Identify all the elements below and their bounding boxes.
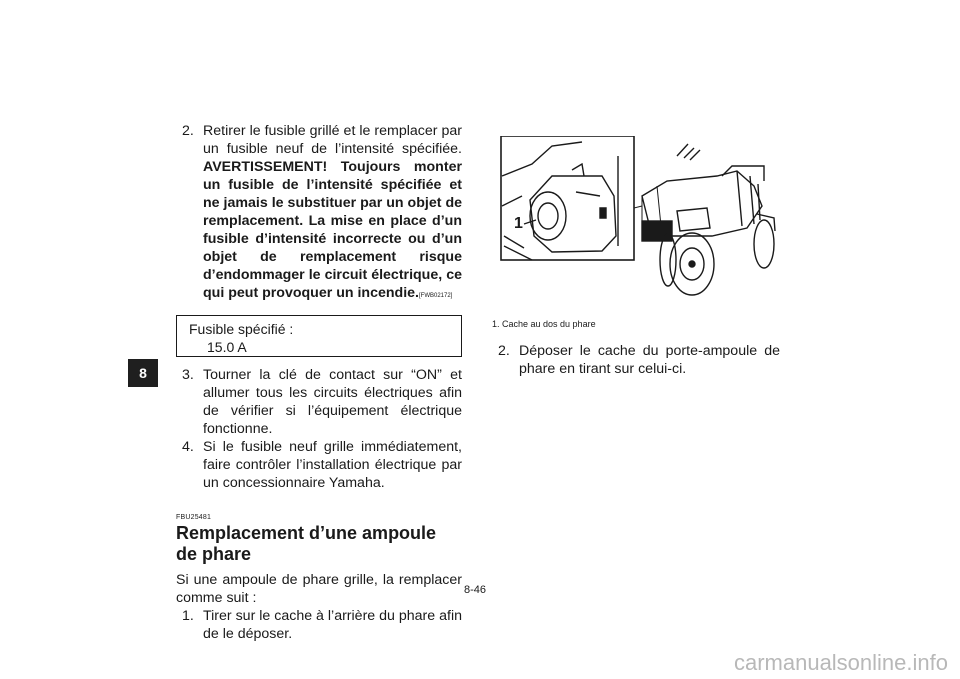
warning-text: AVERTISSEMENT! Toujours monter un fusible de l’intensité spécifiée et ne jamais le substituer par un objet de remplacement. La mise en place d’un fusible d’intensité incorrecte ou d’un objet de remplacement risque d’endommager le circuit électrique, ce qui peut provoquer un incendie. (203, 159, 462, 301)
step-text: Déposer le cache du porte-ampoule de phare en tirant sur celui-ci. (519, 343, 780, 377)
chapter-tab: 8 (128, 359, 158, 387)
section-intro: Si une ampoule de phare grille, la remplacer comme suit : (176, 572, 462, 606)
step-number: 4. (182, 439, 194, 455)
fuse-spec-box (176, 315, 462, 357)
step-number: 3. (182, 367, 194, 383)
section-title: Remplacement d’une ampoule de phare (176, 523, 437, 564)
step-text: Tirer sur le cache à l’arrière du phare afin de le déposer. (203, 608, 462, 642)
step-4 (176, 438, 462, 492)
left-column (176, 122, 462, 643)
step-2-right (492, 342, 780, 378)
step-text: Si le fusible neuf grille immédiatement, faire contrôler l’installation électrique par un concessionnaire Yamaha. (203, 439, 462, 491)
step-3 (176, 366, 462, 438)
warning-code: [FWB02172] (418, 293, 453, 299)
figure-callout-label: 1 (514, 215, 523, 232)
step-number: 1. (182, 608, 194, 624)
fuse-spec-value: 15.0 A (207, 339, 247, 355)
figure-caption: 1. Cache au dos du phare (492, 319, 596, 329)
page-number: 8-46 (464, 584, 487, 596)
right-column (492, 136, 780, 378)
section-code: FBU25481 (176, 514, 212, 521)
fuse-spec-label: Fusible spécifié : (189, 321, 294, 337)
step-2-left (176, 122, 462, 305)
step-1 (176, 607, 462, 643)
watermark: carmanualsonline.info (733, 650, 948, 675)
headlight-figure (492, 136, 780, 306)
atv-illustration (642, 144, 775, 295)
step-number: 2. (182, 123, 194, 139)
step-text: Retirer le fusible grillé et le remplacer par un fusible neuf de l’intensité spécifiée. (203, 123, 462, 157)
step-text: Tourner la clé de contact sur “ON” et allumer tous les circuits électriques afin de vérifier si l’équipement électrique fonctionne. (203, 367, 462, 437)
step-number: 2. (498, 343, 510, 359)
